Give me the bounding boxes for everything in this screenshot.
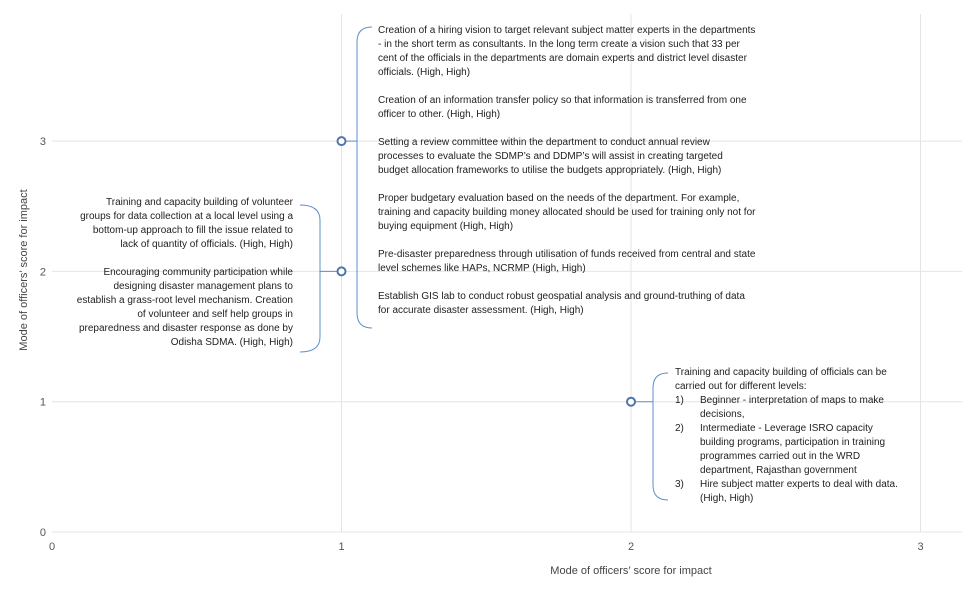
data-point xyxy=(338,267,346,275)
x-tick-label: 1 xyxy=(338,541,345,553)
annotation-left xyxy=(76,196,293,350)
annotation-text: Training and capacity building of officials can be carried out for different levels: xyxy=(675,367,887,392)
y-tick-label: 3 xyxy=(39,136,46,149)
list-item xyxy=(675,394,907,422)
annotation-list xyxy=(675,394,907,506)
bracket-bottom-right xyxy=(653,373,668,500)
data-point xyxy=(338,137,346,145)
annotation-text: Pre-disaster preparedness through utilisation of funds received from central and state level schemes like HAPs, NCRMP (High, High) xyxy=(378,249,756,274)
bracket-left xyxy=(300,205,320,352)
annotation-text: Encouraging community participation while designing disaster management plans to establish a grass-root level mechanism. Creation of volunteer and self help groups in preparedness and disaster response as done by Odisha SDMA. (High, High) xyxy=(76,267,293,348)
y-tick-label: 1 xyxy=(39,396,46,409)
list-text: Hire subject matter experts to deal with data. (High, High) xyxy=(700,479,898,504)
annotation-text: Establish GIS lab to conduct robust geospatial analysis and ground-truthing of data for accurate disaster assessment. (High, High) xyxy=(378,291,745,316)
list-text: Intermediate - Leverage ISRO capacity building programs, participation in training programmes carried out in the WRD department, Rajasthan government xyxy=(700,423,886,476)
x-tick-label: 2 xyxy=(627,541,635,553)
y-tick-label: 2 xyxy=(39,266,46,279)
y-axis-title: Mode of officers’ score for impact xyxy=(18,189,30,351)
annotation-text: Creation of an information transfer policy so that information is transferred from one officer to other. (High, High) xyxy=(378,95,747,120)
data-point xyxy=(627,398,635,406)
x-tick-label: 3 xyxy=(917,541,924,553)
annotation-bottom-right xyxy=(675,366,907,506)
annotation-text: Creation of a hiring vision to target relevant subject matter experts in the departments - in the short term as consultants. In the long term create a vision such that 33 per cent of the officials in the departments are domain experts and district level disaster officials. (High, High) xyxy=(378,25,756,78)
annotation-top xyxy=(378,24,756,318)
list-item xyxy=(675,422,907,478)
list-number: 2) xyxy=(675,423,684,434)
list-text: Beginner - interpretation of maps to make decisions, xyxy=(700,395,884,420)
annotation-text: Proper budgetary evaluation based on the needs of the department. For example, training and capacity building money allocated should be used for training only not for buying equipment (High, High) xyxy=(378,193,756,232)
annotation-text: Training and capacity building of volunteer groups for data collection at a local level using a bottom-up approach to fill the issue related to lack of quantity of officials. (High, High) xyxy=(80,197,293,250)
list-number: 1) xyxy=(675,395,684,406)
x-axis-title: Mode of officers’ score for impact xyxy=(550,565,712,577)
annotation-text: Setting a review committee within the department to conduct annual review processes to evaluate the SDMP’s and DDMP’s will assist in creating targeted budget allocation frameworks to utilise the budgets appropriately. (High, High) xyxy=(378,137,723,176)
y-tick-label: 0 xyxy=(39,527,46,539)
list-item xyxy=(675,478,907,506)
list-number: 3) xyxy=(675,479,684,490)
bracket-top xyxy=(357,27,372,328)
x-tick-label: 0 xyxy=(48,541,56,553)
